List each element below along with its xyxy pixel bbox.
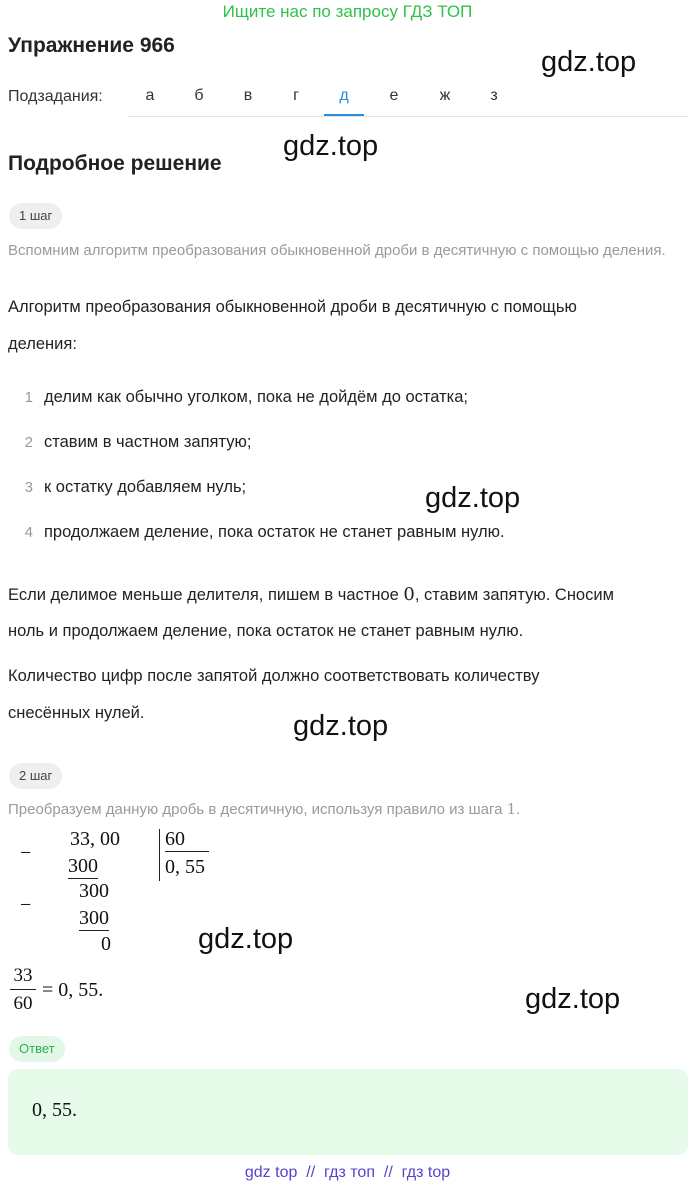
list-item-number: 4 — [24, 524, 33, 541]
solution-title: Подробное решение — [8, 152, 222, 175]
fraction-bar — [10, 989, 36, 990]
fraction-numerator: 33 — [13, 965, 33, 986]
rule-text: , ставим запятую. Сносим — [414, 586, 614, 604]
hint-text: Преобразуем данную дробь в десятичную, используя правило из шага — [8, 801, 507, 818]
watermark-text: gdz.top — [293, 710, 389, 742]
step-1-hint: Вспомним алгоритм преобразования обыкновенной дроби в десятичную с помощью деления. — [8, 242, 666, 259]
list-item: делим как обычно уголком, пока не дойдём до остатка; — [44, 388, 468, 406]
watermark-text: gdz.top — [198, 923, 294, 955]
division-bracket — [159, 829, 160, 881]
subtask-tab-b[interactable]: б — [194, 87, 204, 104]
answer-value: 0, 55. — [32, 1099, 77, 1121]
digits-paragraph-line2: снесённых нулей. — [8, 704, 145, 722]
list-item: к остатку добавляем нуль; — [44, 478, 247, 496]
rule-paragraph-line2: ноль и продолжаем деление, пока остаток не станет равным нулю. — [8, 622, 524, 640]
list-item: ставим в частном запятую; — [44, 433, 252, 451]
rule-paragraph-line1 — [8, 576, 614, 614]
result-value: = 0, 55. — [42, 979, 104, 1001]
watermark-text: gdz.top — [283, 130, 379, 162]
watermark-text: gdz.top — [525, 983, 621, 1015]
subtask-tab-zh[interactable]: ж — [439, 87, 451, 104]
watermark-text: gdz.top — [541, 46, 637, 78]
remainder-1: 300 — [79, 880, 109, 902]
math-zero: 0 — [403, 584, 415, 605]
fraction-denominator: 60 — [13, 993, 33, 1014]
result-equation — [8, 965, 168, 1017]
list-item-number: 3 — [24, 479, 33, 496]
answer-box — [8, 1069, 688, 1155]
subtask-tab-d[interactable]: д — [324, 80, 364, 116]
subtask-tab-e[interactable]: е — [389, 87, 399, 104]
step-2-hint — [8, 799, 520, 820]
subtask-tab-v[interactable]: в — [243, 87, 253, 104]
footer-links[interactable]: gdz top // гдз топ // гдз top — [244, 1164, 451, 1181]
list-item-number: 1 — [24, 389, 33, 406]
watermark-text: gdz.top — [425, 482, 521, 514]
list-item-number: 2 — [24, 434, 33, 451]
subtrahend-2: 300 — [79, 907, 109, 929]
list-item: продолжаем деление, пока остаток не станет равным нулю. — [44, 523, 505, 541]
subtasks-nav — [128, 80, 688, 117]
subtask-tab-z[interactable]: з — [490, 87, 498, 104]
quotient: 0, 55 — [165, 856, 205, 878]
subtask-tab-g[interactable]: г — [293, 87, 299, 104]
subtrahend-1: 300 — [68, 855, 98, 877]
algorithm-intro-line2: деления: — [8, 335, 77, 353]
hint-step-number: 1 — [506, 800, 517, 818]
rule-text: Если делимое меньше делителя, пишем в частное — [8, 586, 404, 604]
minus-sign: − — [20, 842, 32, 864]
step-2-badge: 2 шаг — [9, 763, 62, 789]
step-1-badge: 1 шаг — [9, 203, 62, 229]
dividend: 33, 00 — [70, 828, 120, 850]
long-division — [0, 826, 240, 960]
subtasks-label: Подзадания: — [8, 88, 103, 105]
digits-paragraph-line1: Количество цифр после запятой должно соответствовать количеству — [8, 667, 540, 685]
answer-badge: Ответ — [9, 1036, 65, 1062]
algorithm-intro-line1: Алгоритм преобразования обыкновенной дроби в десятичную с помощью — [8, 298, 577, 316]
divisor: 60 — [165, 828, 209, 852]
hint-text: . — [516, 801, 521, 818]
search-promo-link[interactable]: Ищите нас по запросу ГДЗ ТОП — [222, 2, 473, 21]
page-title: Упражнение 966 — [8, 34, 175, 57]
subtask-tab-a[interactable]: а — [145, 87, 155, 104]
minus-sign: − — [20, 894, 32, 916]
remainder-final: 0 — [101, 933, 111, 955]
